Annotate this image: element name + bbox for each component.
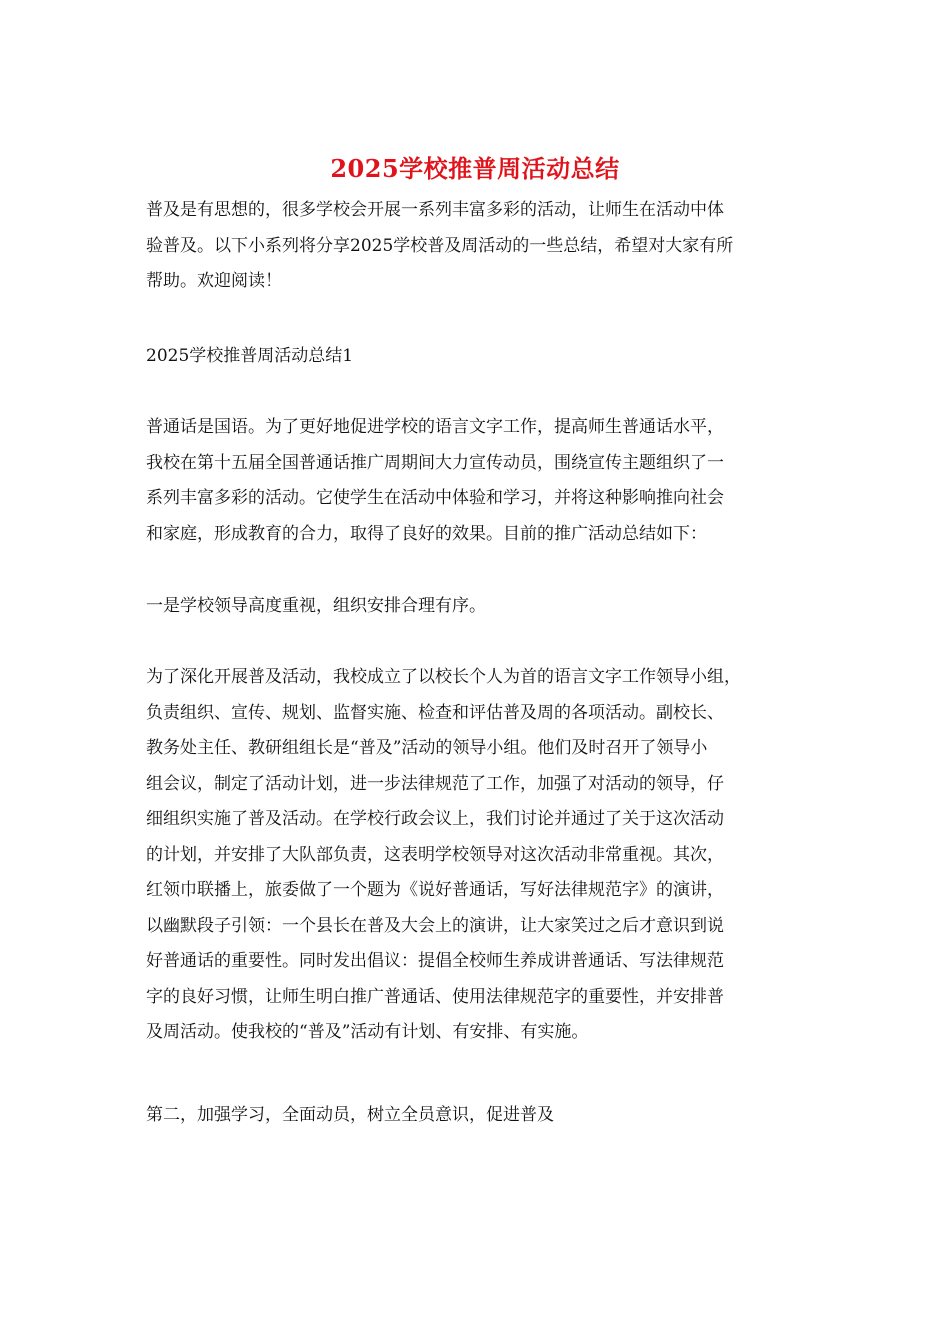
text-line: 帮助。欢迎阅读！ [146, 271, 282, 291]
text-line: 验普及。以下小系列将分享2025学校普及周活动的一些总结，希望对大家有所 [146, 235, 734, 256]
text-line: 及周活动。使我校的“普及”活动有计划、有安排、有实施。 [146, 1022, 589, 1042]
point-heading [146, 1098, 810, 1134]
text-line: 普通话是国语。为了更好地促进学校的语言文字工作，提高师生普通话水平， [146, 417, 724, 437]
text-line: 好普通话的重要性。同时发出倡议：提倡全校师生养成讲普通话、写法律规范 [146, 951, 724, 971]
point-heading [146, 589, 810, 625]
body-paragraph [146, 410, 810, 552]
text-line: 和家庭，形成教育的合力，取得了良好的效果。目前的推广活动总结如下： [146, 523, 707, 544]
text-line: 2025学校推普周活动总结1 [146, 346, 354, 366]
text-line: 的计划，并安排了大队部负责，这表明学校领导对这次活动非常重视。其次， [146, 844, 724, 865]
text-line: 教务处主任、教研组组长是“普及”活动的领导小组。他们及时召开了领导小 [146, 738, 708, 758]
text-line: 系列丰富多彩的活动。它使学生在活动中体验和学习，并将这种影响推向社会 [146, 488, 724, 508]
body-paragraph [146, 660, 810, 1051]
text-line: 字的良好习惯，让师生明白推广普通话、使用法律规范字的重要性，并安排普 [146, 986, 724, 1007]
document-title: 2025学校推普周活动总结 [330, 154, 620, 183]
section-subtitle [146, 339, 810, 375]
text-line: 一是学校领导高度重视，组织安排合理有序。 [146, 596, 486, 616]
text-line: 细组织实施了普及活动。在学校行政会议上，我们讨论并通过了关于这次活动 [146, 809, 724, 829]
intro-paragraph [146, 193, 810, 300]
text-line: 以幽默段子引领：一个县长在普及大会上的演讲，让大家笑过之后才意识到说 [146, 915, 724, 936]
text-line: 为了深化开展普及活动，我校成立了以校长个人为首的语言文字工作领导小组， [146, 667, 741, 687]
text-line: 第二，加强学习，全面动员，树立全员意识，促进普及 [146, 1105, 554, 1125]
text-line: 红领巾联播上，旅委做了一个题为《说好普通话，写好法律规范字》的演讲， [146, 880, 724, 900]
text-line: 负责组织、宣传、规划、监督实施、检查和评估普及周的各项活动。副校长、 [146, 702, 724, 723]
text-line: 组会议，制定了活动计划，进一步法律规范了工作，加强了对活动的领导，仔 [146, 773, 724, 794]
text-line: 我校在第十五届全国普通话推广周期间大力宣传动员，围绕宣传主题组织了一 [146, 452, 724, 473]
text-line: 普及是有思想的，很多学校会开展一系列丰富多彩的活动，让师生在活动中体 [146, 200, 724, 220]
